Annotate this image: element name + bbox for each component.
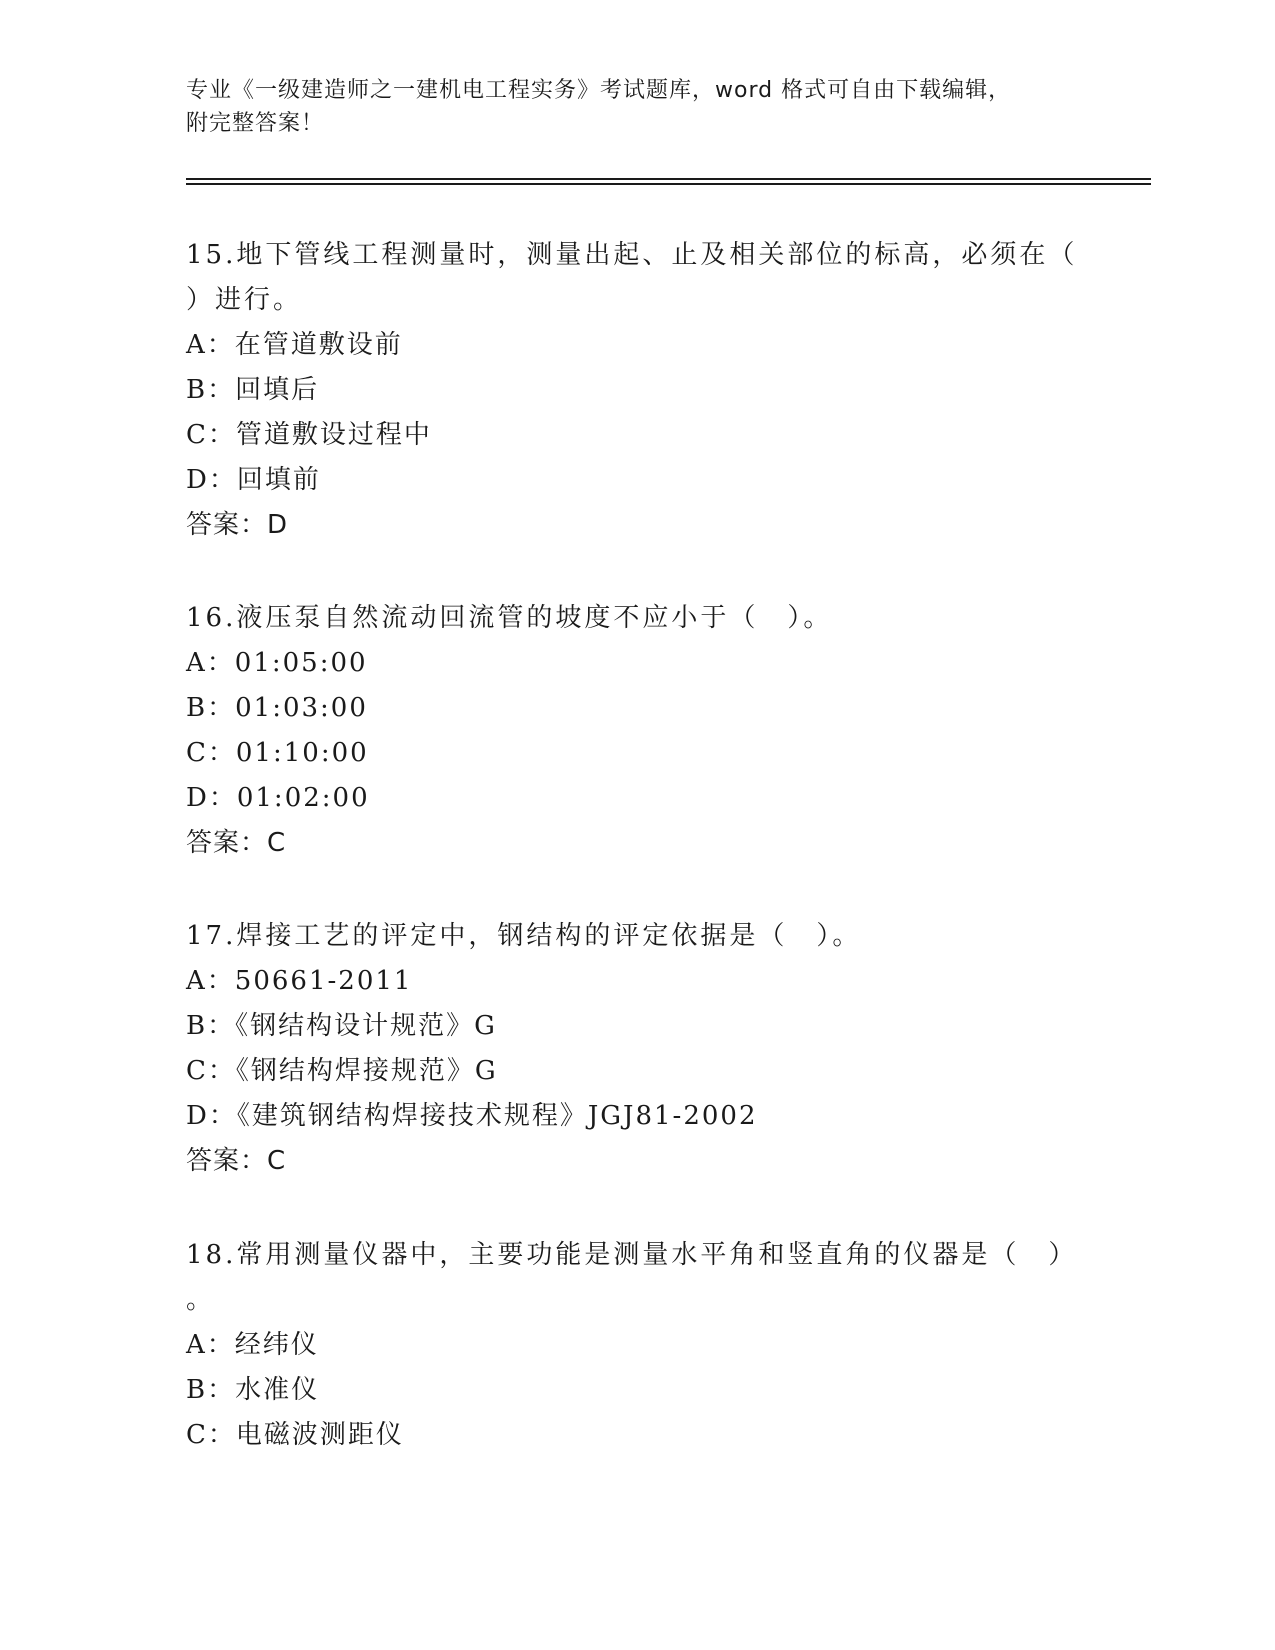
question-stem: 18.常用测量仪器中，主要功能是测量水平角和竖直角的仪器是（ ） — [186, 1240, 1078, 1270]
question-18 — [186, 1233, 1086, 1458]
answer: 答案：C — [186, 1146, 287, 1176]
option-c: C：管道敷设过程中 — [186, 420, 432, 450]
header-divider-top — [186, 178, 1151, 180]
document-header — [186, 74, 1086, 140]
option-a: A：经纬仪 — [186, 1330, 319, 1360]
header-line-2: 附完整答案！ — [186, 111, 325, 136]
option-d: D：《建筑钢结构焊接技术规程》JGJ81-2002 — [186, 1101, 758, 1131]
option-a: A：50661-2011 — [186, 966, 413, 996]
question-17 — [186, 914, 1086, 1184]
option-d: D：01:02:00 — [186, 783, 370, 813]
option-b: B：回填后 — [186, 375, 320, 405]
question-16 — [186, 596, 1086, 866]
question-stem-continued: 。 — [186, 1285, 216, 1315]
question-stem: 17.焊接工艺的评定中，钢结构的评定依据是（ ）。 — [186, 921, 862, 951]
header-divider-bottom — [186, 183, 1151, 185]
option-b: B：水准仪 — [186, 1375, 320, 1405]
option-c: C：电磁波测距仪 — [186, 1420, 404, 1450]
option-c: C：01:10:00 — [186, 738, 369, 768]
option-d: D：回填前 — [186, 465, 321, 495]
option-b: B：01:03:00 — [186, 693, 368, 723]
option-a: A：01:05:00 — [186, 648, 368, 678]
answer: 答案：D — [186, 510, 289, 540]
question-stem: 15.地下管线工程测量时，测量出起、止及相关部位的标高，必须在（ — [186, 240, 1078, 270]
question-stem: 16.液压泵自然流动回流管的坡度不应小于（ ）。 — [186, 603, 833, 633]
header-line-1: 专业《一级建造师之一建机电工程实务》考试题库，word 格式可自由下载编辑， — [186, 78, 1012, 103]
option-a: A：在管道敷设前 — [186, 330, 403, 360]
question-15 — [186, 233, 1086, 548]
option-b: B：《钢结构设计规范》G — [186, 1011, 497, 1041]
answer: 答案：C — [186, 828, 287, 858]
option-c: C：《钢结构焊接规范》G — [186, 1056, 498, 1086]
question-stem-continued: ）进行。 — [186, 285, 303, 315]
